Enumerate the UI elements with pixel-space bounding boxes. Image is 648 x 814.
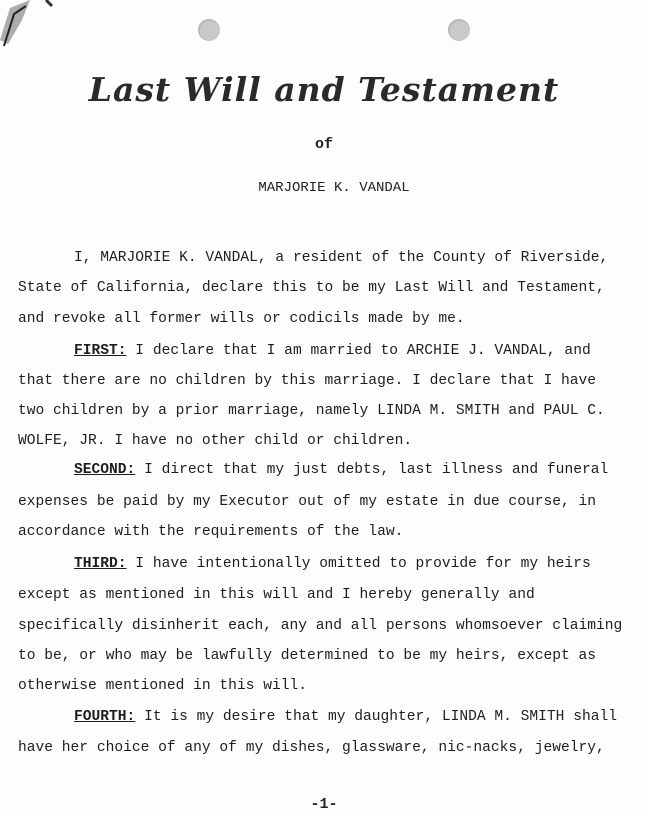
fourth-line-2: have her choice of any of my dishes, glassware, nic-nacks, jewelry, <box>18 740 605 756</box>
first-line-3: two children by a prior marriage, namely LINDA M. SMITH and PAUL C. <box>18 403 605 419</box>
second-line-3: accordance with the requirements of the law. <box>18 524 404 540</box>
third-line-5: otherwise mentioned in this will. <box>18 678 308 694</box>
fourth-heading: FOURTH: <box>74 709 136 725</box>
intro-line-2: State of California, declare this to be my Last Will and Testament, <box>18 280 605 296</box>
third-heading: THIRD: <box>74 556 127 572</box>
second-line-2: expenses be paid by my Executor out of my estate in due course, in <box>18 494 597 510</box>
first-heading: FIRST: <box>74 343 127 359</box>
second-heading: SECOND: <box>74 462 136 478</box>
second-lead-text: I direct that my just debts, last illness and funeral <box>135 462 609 478</box>
first-lead-text: I declare that I am married to ARCHIE J. VANDAL, and <box>126 343 591 359</box>
intro-line-1: I, MARJORIE K. VANDAL, a resident of the County of Riverside, <box>74 250 609 266</box>
document-title: Last Will and Testament <box>88 70 560 109</box>
first-paragraph-lead <box>18 343 591 359</box>
first-line-2: that there are no children by this marriage. I declare that I have <box>18 373 597 389</box>
third-line-3: specifically disinherit each, any and all persons whomsoever claiming <box>18 618 623 634</box>
punch-hole-right <box>448 19 470 41</box>
intro-line-3: and revoke all former wills or codicils made by me. <box>18 311 465 327</box>
corner-pen-mark <box>0 0 60 55</box>
testator-name: MARJORIE K. VANDAL <box>258 180 410 196</box>
first-line-4: WOLFE, JR. I have no other child or children. <box>18 433 413 449</box>
third-line-2: except as mentioned in this will and I hereby generally and <box>18 587 535 603</box>
of-line: of <box>314 136 333 153</box>
second-paragraph-lead <box>18 462 608 478</box>
fourth-paragraph-lead <box>18 709 617 725</box>
fourth-lead-text: It is my desire that my daughter, LINDA M. SMITH shall <box>135 709 617 725</box>
third-paragraph-lead <box>18 556 591 572</box>
third-line-4: to be, or who may be lawfully determined to be my heirs, except as <box>18 648 597 664</box>
punch-hole-left <box>198 19 220 41</box>
third-lead-text: I have intentionally omitted to provide for my heirs <box>126 556 591 572</box>
page-number: -1- <box>310 796 338 813</box>
